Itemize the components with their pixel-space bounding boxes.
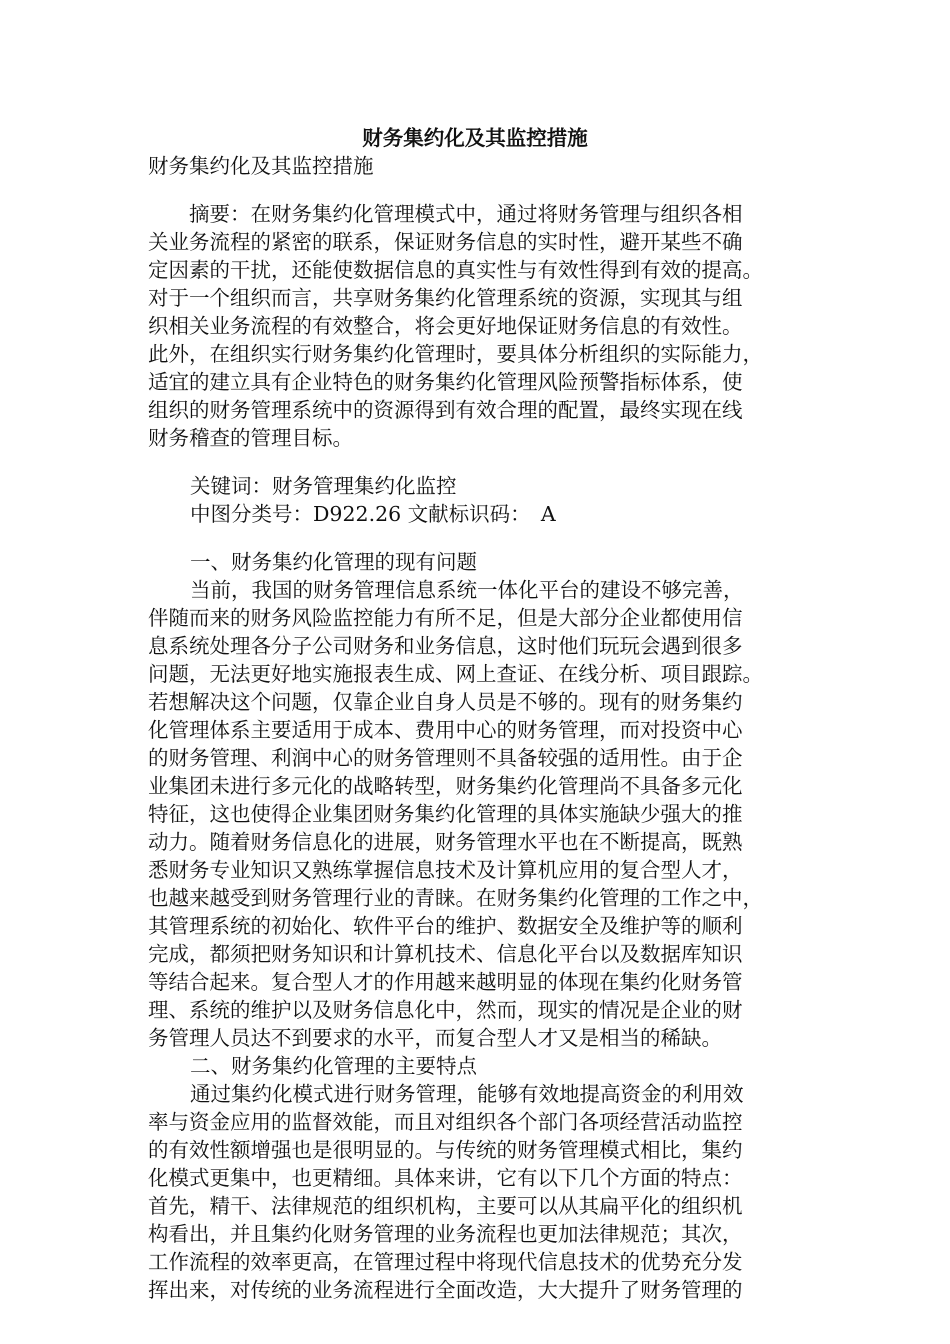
abstract-line: 关业务流程的紧密的联系，保证财务信息的实时性，避开某些不确 xyxy=(148,230,743,254)
paragraph-line: 通过集约化模式进行财务管理，能够有效地提高资金的利用效 xyxy=(190,1082,744,1106)
paragraph-line: 挥出来，对传统的业务流程进行全面改造，大大提升了财务管理的 xyxy=(148,1278,743,1302)
paragraph-line: 动力。随着财务信息化的进展，财务管理水平也在不断提高，既熟 xyxy=(148,830,743,854)
paragraph-line: 的有效性额增强也是很明显的。与传统的财务管理模式相比，集约 xyxy=(148,1138,743,1162)
classification-line: 中图分类号：D922.26 文献标识码： A xyxy=(190,502,556,526)
paragraph-line: 悉财务专业知识又熟练掌握信息技术及计算机应用的复合型人才， xyxy=(148,858,743,882)
paragraph-line: 化管理体系主要适用于成本、费用中心的财务管理，而对投资中心 xyxy=(148,718,743,742)
paragraph-line: 化模式更集中，也更精细。具体来讲，它有以下几个方面的特点： xyxy=(148,1166,743,1190)
abstract-line: 摘要：在财务集约化管理模式中，通过将财务管理与组织各相 xyxy=(148,202,743,226)
abstract-line: 定因素的干扰，还能使数据信息的真实性与有效性得到有效的提高。 xyxy=(148,258,763,282)
document-subtitle: 财务集约化及其监控措施 xyxy=(148,154,374,178)
paragraph-line: 完成，都须把财务知识和计算机技术、信息化平台以及数据库知识 xyxy=(148,942,743,966)
paragraph-line: 特征，这也使得企业集团财务集约化管理的具体实施缺少强大的推 xyxy=(148,802,743,826)
paragraph-line: 若想解决这个问题，仅靠企业自身人员是不够的。现有的财务集约 xyxy=(148,690,743,714)
paragraph-line: 息系统处理各分子公司财务和业务信息，这时他们玩玩会遇到很多 xyxy=(148,634,743,658)
paragraph-line: 理、系统的维护以及财务信息化中，然而，现实的情况是企业的财 xyxy=(148,998,743,1022)
paragraph-line: 工作流程的效率更高，在管理过程中将现代信息技术的优势充分发 xyxy=(148,1250,743,1274)
paragraph-line: 也越来越受到财务管理行业的青睐。在财务集约化管理的工作之中， xyxy=(148,886,763,910)
paragraph-line: 业集团未进行多元化的战略转型，财务集约化管理尚不具备多元化 xyxy=(148,774,743,798)
section-heading: 二、财务集约化管理的主要特点 xyxy=(190,1054,477,1078)
paragraph-line: 构看出，并且集约化财务管理的业务流程也更加法律规范；其次， xyxy=(148,1222,743,1246)
abstract-line: 此外，在组织实行财务集约化管理时，要具体分析组织的实际能力， xyxy=(148,342,763,366)
document-title: 财务集约化及其监控措施 xyxy=(362,126,588,150)
paragraph-line: 其管理系统的初始化、软件平台的维护、数据安全及维护等的顺利 xyxy=(148,914,743,938)
paragraph-line: 率与资金应用的监督效能，而且对组织各个部门各项经营活动监控 xyxy=(148,1110,743,1134)
abstract-line: 对于一个组织而言，共享财务集约化管理系统的资源，实现其与组 xyxy=(148,286,743,310)
abstract-line: 织相关业务流程的有效整合，将会更好地保证财务信息的有效性。 xyxy=(148,314,743,338)
paragraph-line: 的财务管理、利润中心的财务管理则不具备较强的适用性。由于企 xyxy=(148,746,743,770)
section-heading: 一、财务集约化管理的现有问题 xyxy=(190,550,477,574)
paragraph-line: 当前，我国的财务管理信息系统一体化平台的建设不够完善， xyxy=(190,578,744,602)
abstract-line: 组织的财务管理系统中的资源得到有效合理的配置，最终实现在线 xyxy=(148,398,743,422)
paragraph-line: 问题，无法更好地实施报表生成、网上查证、在线分析、项目跟踪。 xyxy=(148,662,763,686)
keywords-line: 关键词：财务管理集约化监控 xyxy=(190,474,457,498)
abstract-line: 适宜的建立具有企业特色的财务集约化管理风险预警指标体系，使 xyxy=(148,370,743,394)
paragraph-line: 伴随而来的财务风险监控能力有所不足，但是大部分企业都使用信 xyxy=(148,606,743,630)
paragraph-line: 首先，精干、法律规范的组织机构，主要可以从其扁平化的组织机 xyxy=(148,1194,743,1218)
paragraph-line: 等结合起来。复合型人才的作用越来越明显的体现在集约化财务管 xyxy=(148,970,743,994)
abstract-line: 财务稽查的管理目标。 xyxy=(148,426,353,450)
paragraph-line: 务管理人员达不到要求的水平，而复合型人才又是相当的稀缺。 xyxy=(148,1026,722,1050)
